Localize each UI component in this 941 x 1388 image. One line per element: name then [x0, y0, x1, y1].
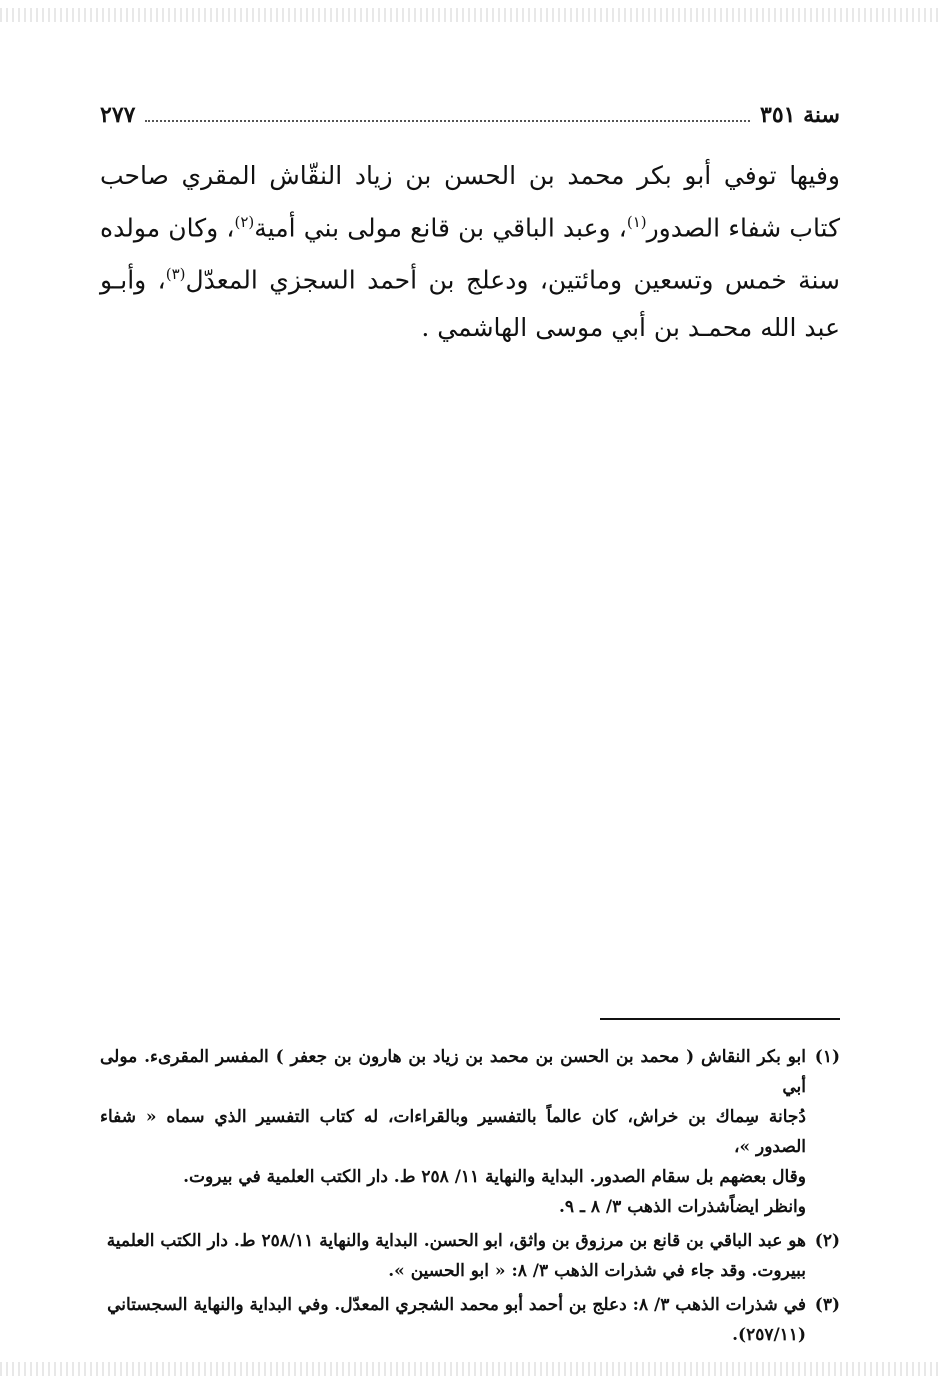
paragraph-text: وفيها توفي أبو بكر محمد بن الحسن بن زياد النقّاش المقري صاحب كتاب شفاء الصدور	[100, 161, 841, 243]
header-dot-leader	[145, 120, 750, 122]
footnote-line: دُجانة سِماك بن خراش، كان عالماً بالتفسير وبالقراءات، له كتاب التفسير الذي سماه « شفاء الصدور »،	[100, 1107, 806, 1157]
footnote-ref-3: (٣)	[165, 265, 186, 284]
paragraph-text-3: ، وكان مولده سنة خمس وتسعين ومائتين، ودعلج بن أحمد السجزي المعدّل	[100, 213, 840, 295]
main-text	[100, 152, 840, 351]
paragraph-text-2: ، وعبد الباقي بن قانع مولى بني أمية	[254, 213, 627, 243]
footnote-line: (٢٥٧/١١).	[732, 1325, 806, 1345]
footnote-line: وانظر ايضاًشذرات الذهب ٣/ ٨ ـ ٩.	[558, 1197, 806, 1217]
footnote-1	[100, 1042, 840, 1222]
footnote-line: في شذرات الذهب ٣/ ٨: دعلج بن أحمد أبو محمد الشجري المعدّل. وفي البداية والنهاية السجستاني	[107, 1295, 806, 1315]
main-paragraph	[100, 152, 840, 351]
paragraph-text-4: ، وأبـو عبد الله محمـد بن أبي موسى الهاشمي .	[100, 265, 840, 342]
footnote-ref-1: (١)	[626, 213, 647, 231]
footnote-line: ابو بكر النقاش ( محمد بن الحسن بن محمد بن زياد بن هارون بن جعفر ) المفسر المقرىء. مولى أبي	[100, 1047, 806, 1097]
footnotes	[100, 1042, 840, 1354]
footnote-ref-2: (٢)	[234, 213, 255, 231]
page-number: ٢٧٧	[100, 102, 136, 128]
footnote-line: وقال بعضهم بل سقام الصدور. البداية والنهاية ١١/ ٢٥٨ ط. دار الكتب العلمية في بيروت.	[183, 1167, 806, 1187]
footnote-separator	[600, 1018, 840, 1020]
footnote-number: (٢)	[814, 1231, 840, 1251]
footnote-line: هو عبد الباقي بن قانع بن مرزوق بن واثق، ابو الحسن. البداية والنهاية ٢٥٨/١١ ط. دار الكتب العلمية	[106, 1231, 806, 1251]
scan-edge-top	[0, 8, 941, 22]
running-header	[100, 98, 840, 128]
footnote-number: (١)	[814, 1047, 840, 1067]
footnote-number: (٣)	[814, 1295, 840, 1315]
footnote-2	[100, 1226, 840, 1286]
footnote-line: ببيروت. وقد جاء في شذرات الذهب ٣/ ٨: « ابو الحسين ».	[388, 1261, 806, 1281]
footnote-3	[100, 1290, 840, 1350]
scan-edge-bottom	[0, 1362, 941, 1376]
header-title: سنة ٣٥١	[760, 102, 840, 128]
